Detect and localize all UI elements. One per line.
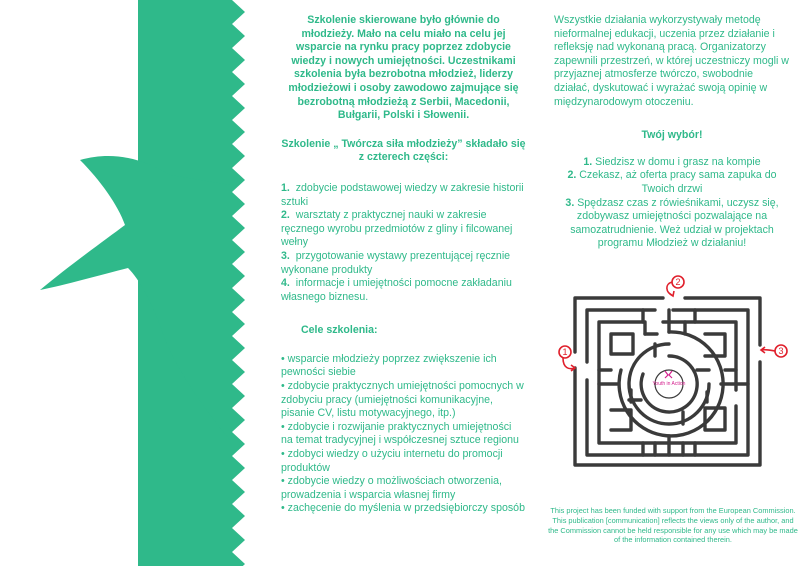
training-heading: Szkolenie „ Twórcza siła młodzieży” składało się z czterech części: (281, 137, 526, 164)
marker-3-label: 3 (778, 346, 784, 356)
goals-title: Cele szkolenia: (301, 324, 378, 337)
methods-paragraph: Wszystkie działania wykorzystywały metodę nieformalnej edukacji, uczenia przez działanie i refleksję nad wykonaną pracą. Organizatorzy zapewnili przestrzeń, w której uczestniczy mogli w przyjaznej atmosferze twórczo, swobodnie działać, dyskutować i wyrażać swoją opinię w międzynarodowym otoczeniu. (554, 14, 789, 108)
eu-disclaimer: This project has been funded with support from the European Commission. This publication [communication] reflects the views only of the author, and the Commission cannot be held responsible for any use which may be made of the information contained therein. (548, 506, 798, 545)
intro-paragraph: Szkolenie skierowane było głównie do młodzieży. Mało na celu miało na celu jej wsparcie na rynku pracy poprzez zdobycie wiedzy i nowych umiejętności. Uczestnikami szkolenia była bezrobotna młodzież, liderzy młodzieżowi i osoby zawodowo zajmujące się bezrobotną młodzieżą z Serbii, Macedonii, Bułgarii, Polski i Słowenii. (288, 14, 519, 122)
list-item: 3. Spędzasz czas z rówieśnikami, uczysz się, zdobywasz umiejętności pozwalające na samozatrudnienie. Weż udział w projektach programu Młodzież w działaniu! (565, 196, 779, 250)
list-item: 3. przygotowanie wystawy prezentującej ręcznie wykonane produkty (281, 249, 511, 276)
goals-list (281, 353, 526, 516)
list-item: 1. zdobycie podstawowej wiedzy w zakresie historii sztuki (281, 181, 524, 208)
logo-text: Youth in Action (652, 381, 686, 387)
leaf-icon (40, 156, 230, 440)
list-item: • wsparcie młodzieży poprzez zwiększenie ich pewności siebie (281, 352, 497, 379)
maze-illustration (545, 270, 795, 495)
list-item: • zdobycie praktycznych umiejętności pomocnych w zdobyciu pracy (umiejętności komunikacyjne, pisanie CV, listu motywacyjnego, itp.) (281, 380, 524, 420)
list-item: 1. Siedzisz w domu i grasz na kompie (583, 155, 761, 168)
list-item: 2. warsztaty z praktycznej nauki w zakresie ręcznego wyrobu przedmiotów z gliny i filcowanej wełny (281, 209, 513, 249)
youth-in-action-logo (653, 370, 686, 398)
choices-list (554, 156, 790, 251)
right-text-column (554, 14, 790, 251)
marker-1-label: 1 (562, 347, 568, 357)
list-item: • zdobyci wiedzy o użyciu internetu do promocji produktów (281, 448, 503, 474)
list-item: • zdobycie i rozwijanie praktycznych umiejętności na temat tradycyjnej i współczesnej sztuce regionu (281, 420, 519, 447)
list-item: 2. Czekasz, aż oferta pracy sama zapuka do Twoich drzwi (567, 169, 777, 195)
list-item: 4. informacje i umiejętności pomocne zakładaniu własnego biznesu. (281, 277, 512, 303)
list-item: • zdobycie wiedzy o możliwościach otworzenia, prowadzenia i wsparcia własnej firmy (281, 475, 502, 501)
decorative-leaf-band (0, 0, 270, 566)
left-text-column (281, 14, 526, 516)
list-item: • zachęcenie do myślenia w przedsiębiorczy sposób (281, 502, 525, 515)
marker-2-label: 2 (675, 277, 681, 287)
choice-title: Twój wybór! (641, 129, 703, 142)
training-parts-list (281, 182, 526, 304)
